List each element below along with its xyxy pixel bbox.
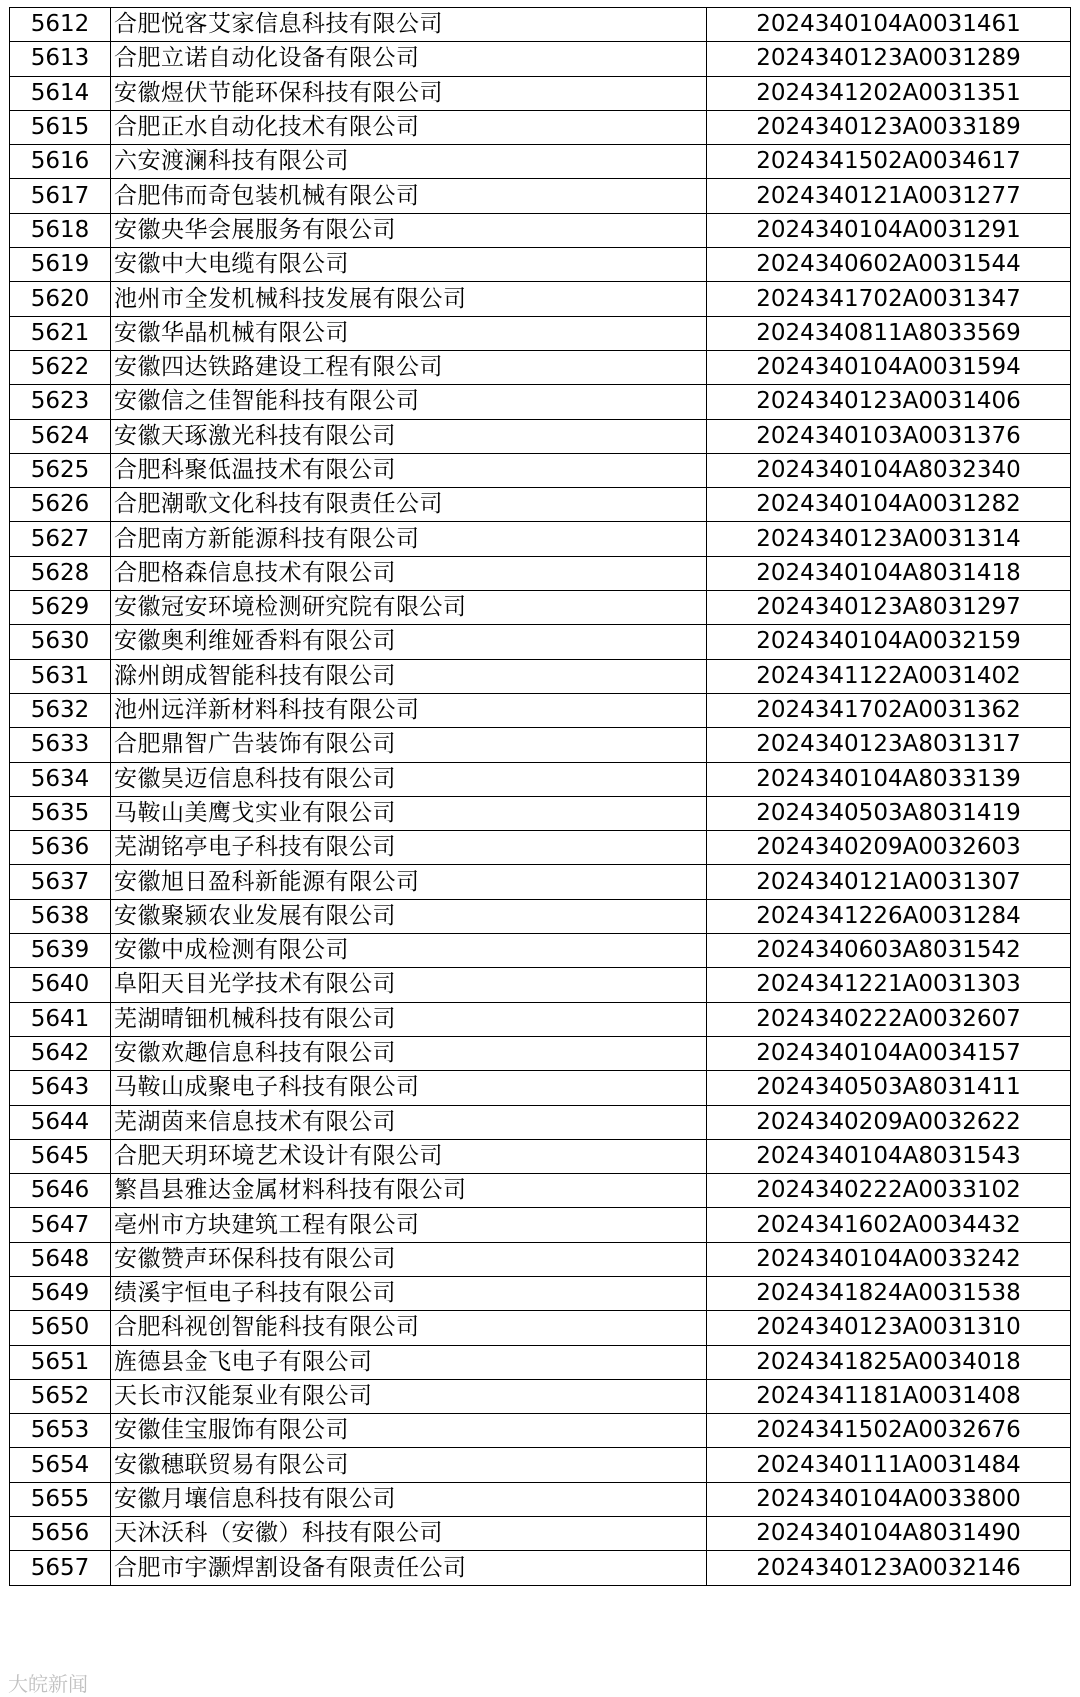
company-name: 安徽冠安环境检测研究院有限公司 (111, 591, 707, 625)
company-name: 安徽华晶机械有限公司 (111, 316, 707, 350)
company-name: 滁州朗成智能科技有限公司 (111, 659, 707, 693)
table-row (10, 145, 1071, 179)
table-row (10, 1345, 1071, 1379)
row-index: 5638 (10, 899, 111, 933)
registration-code: 2024340103A0031376 (707, 419, 1071, 453)
registration-code: 2024340123A0031289 (707, 42, 1071, 76)
company-name: 阜阳天目光学技术有限公司 (111, 968, 707, 1002)
row-index: 5641 (10, 1002, 111, 1036)
registration-code: 2024340104A8031543 (707, 1139, 1071, 1173)
company-name: 安徽聚颍农业发展有限公司 (111, 899, 707, 933)
row-index: 5647 (10, 1208, 111, 1242)
table-row (10, 591, 1071, 625)
registration-code: 2024341202A0031351 (707, 76, 1071, 110)
row-index: 5633 (10, 728, 111, 762)
company-name: 天沐沃科（安徽）科技有限公司 (111, 1517, 707, 1551)
row-index: 5630 (10, 625, 111, 659)
registration-code: 2024340104A8032340 (707, 453, 1071, 487)
row-index: 5622 (10, 350, 111, 384)
row-index: 5628 (10, 556, 111, 590)
row-index: 5620 (10, 282, 111, 316)
company-name: 马鞍山成聚电子科技有限公司 (111, 1071, 707, 1105)
registration-code: 2024340104A0033800 (707, 1482, 1071, 1516)
row-index: 5640 (10, 968, 111, 1002)
row-index: 5657 (10, 1551, 111, 1585)
row-index: 5635 (10, 796, 111, 830)
row-index: 5646 (10, 1174, 111, 1208)
row-index: 5634 (10, 762, 111, 796)
row-index: 5643 (10, 1071, 111, 1105)
table-row (10, 1379, 1071, 1413)
table-row (10, 522, 1071, 556)
table-row (10, 8, 1071, 42)
row-index: 5654 (10, 1448, 111, 1482)
row-index: 5623 (10, 385, 111, 419)
table-row (10, 385, 1071, 419)
company-name: 芜湖茵来信息技术有限公司 (111, 1105, 707, 1139)
company-name: 合肥天玥环境艺术设计有限公司 (111, 1139, 707, 1173)
registration-code: 2024341825A0034018 (707, 1345, 1071, 1379)
row-index: 5627 (10, 522, 111, 556)
table-row (10, 350, 1071, 384)
table-row (10, 865, 1071, 899)
table-row (10, 419, 1071, 453)
company-name: 安徽赞声环保科技有限公司 (111, 1242, 707, 1276)
registration-code: 2024340104A0031291 (707, 213, 1071, 247)
company-name: 合肥鼎智广告装饰有限公司 (111, 728, 707, 762)
registration-code: 2024340123A0031406 (707, 385, 1071, 419)
row-index: 5613 (10, 42, 111, 76)
table-row (10, 248, 1071, 282)
row-index: 5655 (10, 1482, 111, 1516)
company-name: 旌德县金飞电子有限公司 (111, 1345, 707, 1379)
row-index: 5631 (10, 659, 111, 693)
row-index: 5648 (10, 1242, 111, 1276)
registration-code: 2024340104A8031490 (707, 1517, 1071, 1551)
row-index: 5642 (10, 1036, 111, 1070)
registration-code: 2024340104A0034157 (707, 1036, 1071, 1070)
registration-code: 2024340104A0031461 (707, 8, 1071, 42)
table-row (10, 1276, 1071, 1310)
row-index: 5625 (10, 453, 111, 487)
row-index: 5617 (10, 179, 111, 213)
row-index: 5626 (10, 488, 111, 522)
registration-code: 2024341122A0031402 (707, 659, 1071, 693)
registration-code: 2024340121A0031307 (707, 865, 1071, 899)
table-row (10, 1174, 1071, 1208)
registration-code: 2024340123A8031317 (707, 728, 1071, 762)
row-index: 5652 (10, 1379, 111, 1413)
company-list-table (9, 7, 1071, 1586)
row-index: 5636 (10, 831, 111, 865)
table-row (10, 625, 1071, 659)
table-row (10, 1242, 1071, 1276)
registration-code: 2024340222A0033102 (707, 1174, 1071, 1208)
registration-code: 2024340209A0032603 (707, 831, 1071, 865)
company-name: 合肥潮歌文化科技有限责任公司 (111, 488, 707, 522)
registration-code: 2024340222A0032607 (707, 1002, 1071, 1036)
table-row (10, 831, 1071, 865)
registration-code: 2024340503A8031419 (707, 796, 1071, 830)
company-name: 安徽信之佳智能科技有限公司 (111, 385, 707, 419)
registration-code: 2024340123A8031297 (707, 591, 1071, 625)
registration-code: 2024340111A0031484 (707, 1448, 1071, 1482)
company-name: 合肥科视创智能科技有限公司 (111, 1311, 707, 1345)
table-row (10, 1139, 1071, 1173)
registration-code: 2024340104A8033139 (707, 762, 1071, 796)
registration-code: 2024340104A0032159 (707, 625, 1071, 659)
registration-code: 2024340503A8031411 (707, 1071, 1071, 1105)
company-name: 合肥科聚低温技术有限公司 (111, 453, 707, 487)
row-index: 5618 (10, 213, 111, 247)
company-name: 绩溪宇恒电子科技有限公司 (111, 1276, 707, 1310)
company-name: 合肥伟而奇包装机械有限公司 (111, 179, 707, 213)
company-name: 合肥南方新能源科技有限公司 (111, 522, 707, 556)
table-row (10, 282, 1071, 316)
row-index: 5621 (10, 316, 111, 350)
table-row (10, 1414, 1071, 1448)
table-row (10, 659, 1071, 693)
table-body (10, 8, 1071, 1586)
row-index: 5653 (10, 1414, 111, 1448)
row-index: 5649 (10, 1276, 111, 1310)
registration-code: 2024340104A0031594 (707, 350, 1071, 384)
registration-code: 2024341702A0031347 (707, 282, 1071, 316)
row-index: 5619 (10, 248, 111, 282)
table-row (10, 213, 1071, 247)
row-index: 5650 (10, 1311, 111, 1345)
table-row (10, 1002, 1071, 1036)
table-row (10, 110, 1071, 144)
row-index: 5629 (10, 591, 111, 625)
table-row (10, 693, 1071, 727)
company-name: 安徽煜伏节能环保科技有限公司 (111, 76, 707, 110)
registration-code: 2024340123A0033189 (707, 110, 1071, 144)
registration-code: 2024340104A0033242 (707, 1242, 1071, 1276)
table-row (10, 968, 1071, 1002)
company-name: 安徽昊迈信息科技有限公司 (111, 762, 707, 796)
company-name: 合肥立诺自动化设备有限公司 (111, 42, 707, 76)
company-name: 亳州市方块建筑工程有限公司 (111, 1208, 707, 1242)
registration-code: 2024341602A0034432 (707, 1208, 1071, 1242)
table-row (10, 1482, 1071, 1516)
table-row (10, 1448, 1071, 1482)
row-index: 5614 (10, 76, 111, 110)
table-row (10, 488, 1071, 522)
registration-code: 2024341824A0031538 (707, 1276, 1071, 1310)
table-row (10, 1036, 1071, 1070)
registration-code: 2024340123A0031314 (707, 522, 1071, 556)
registration-code: 2024340811A8033569 (707, 316, 1071, 350)
company-name: 池州市全发机械科技发展有限公司 (111, 282, 707, 316)
company-name: 安徽四达铁路建设工程有限公司 (111, 350, 707, 384)
company-name: 安徽欢趣信息科技有限公司 (111, 1036, 707, 1070)
registration-code: 2024341226A0031284 (707, 899, 1071, 933)
company-name: 池州远洋新材料科技有限公司 (111, 693, 707, 727)
company-name: 安徽央华会展服务有限公司 (111, 213, 707, 247)
company-name: 合肥市宇灏焊割设备有限责任公司 (111, 1551, 707, 1585)
table-row (10, 934, 1071, 968)
row-index: 5645 (10, 1139, 111, 1173)
table-row (10, 1208, 1071, 1242)
registration-code: 2024341502A0034617 (707, 145, 1071, 179)
company-name: 合肥正水自动化技术有限公司 (111, 110, 707, 144)
registration-code: 2024340104A0031282 (707, 488, 1071, 522)
company-name: 天长市汉能泵业有限公司 (111, 1379, 707, 1413)
company-name: 芜湖铭亭电子科技有限公司 (111, 831, 707, 865)
row-index: 5612 (10, 8, 111, 42)
row-index: 5644 (10, 1105, 111, 1139)
table-row (10, 316, 1071, 350)
company-name: 安徽中成检测有限公司 (111, 934, 707, 968)
registration-code: 2024340123A0031310 (707, 1311, 1071, 1345)
table-row (10, 179, 1071, 213)
company-name: 安徽穗联贸易有限公司 (111, 1448, 707, 1482)
table-row (10, 1105, 1071, 1139)
table-row (10, 42, 1071, 76)
registration-code: 2024340121A0031277 (707, 179, 1071, 213)
company-name: 安徽旭日盈科新能源有限公司 (111, 865, 707, 899)
table-row (10, 796, 1071, 830)
table-row (10, 76, 1071, 110)
company-name: 安徽天琢激光科技有限公司 (111, 419, 707, 453)
company-name: 安徽中大电缆有限公司 (111, 248, 707, 282)
company-name: 安徽月壤信息科技有限公司 (111, 1482, 707, 1516)
watermark: 大皖新闻 (8, 1672, 88, 1696)
company-name: 合肥悦客艾家信息科技有限公司 (111, 8, 707, 42)
table-row (10, 899, 1071, 933)
company-name: 合肥格森信息技术有限公司 (111, 556, 707, 590)
table-row (10, 1311, 1071, 1345)
table-row (10, 728, 1071, 762)
company-name: 马鞍山美鹰戈实业有限公司 (111, 796, 707, 830)
registration-code: 2024341221A0031303 (707, 968, 1071, 1002)
row-index: 5639 (10, 934, 111, 968)
table-row (10, 556, 1071, 590)
registration-code: 2024340209A0032622 (707, 1105, 1071, 1139)
registration-code: 2024340603A8031542 (707, 934, 1071, 968)
row-index: 5656 (10, 1517, 111, 1551)
row-index: 5637 (10, 865, 111, 899)
company-name: 安徽佳宝服饰有限公司 (111, 1414, 707, 1448)
company-name: 芜湖晴钿机械科技有限公司 (111, 1002, 707, 1036)
company-name: 繁昌县雅达金属材料科技有限公司 (111, 1174, 707, 1208)
row-index: 5615 (10, 110, 111, 144)
registration-code: 2024340104A8031418 (707, 556, 1071, 590)
table-row (10, 762, 1071, 796)
table-row (10, 1071, 1071, 1105)
row-index: 5616 (10, 145, 111, 179)
registration-code: 2024341702A0031362 (707, 693, 1071, 727)
company-name: 安徽奥利维娅香料有限公司 (111, 625, 707, 659)
registration-code: 2024340123A0032146 (707, 1551, 1071, 1585)
row-index: 5651 (10, 1345, 111, 1379)
registration-code: 2024340602A0031544 (707, 248, 1071, 282)
table-row (10, 1517, 1071, 1551)
company-name: 六安渡澜科技有限公司 (111, 145, 707, 179)
table-row (10, 1551, 1071, 1585)
registration-code: 2024341502A0032676 (707, 1414, 1071, 1448)
row-index: 5632 (10, 693, 111, 727)
table-row (10, 453, 1071, 487)
row-index: 5624 (10, 419, 111, 453)
registration-code: 2024341181A0031408 (707, 1379, 1071, 1413)
